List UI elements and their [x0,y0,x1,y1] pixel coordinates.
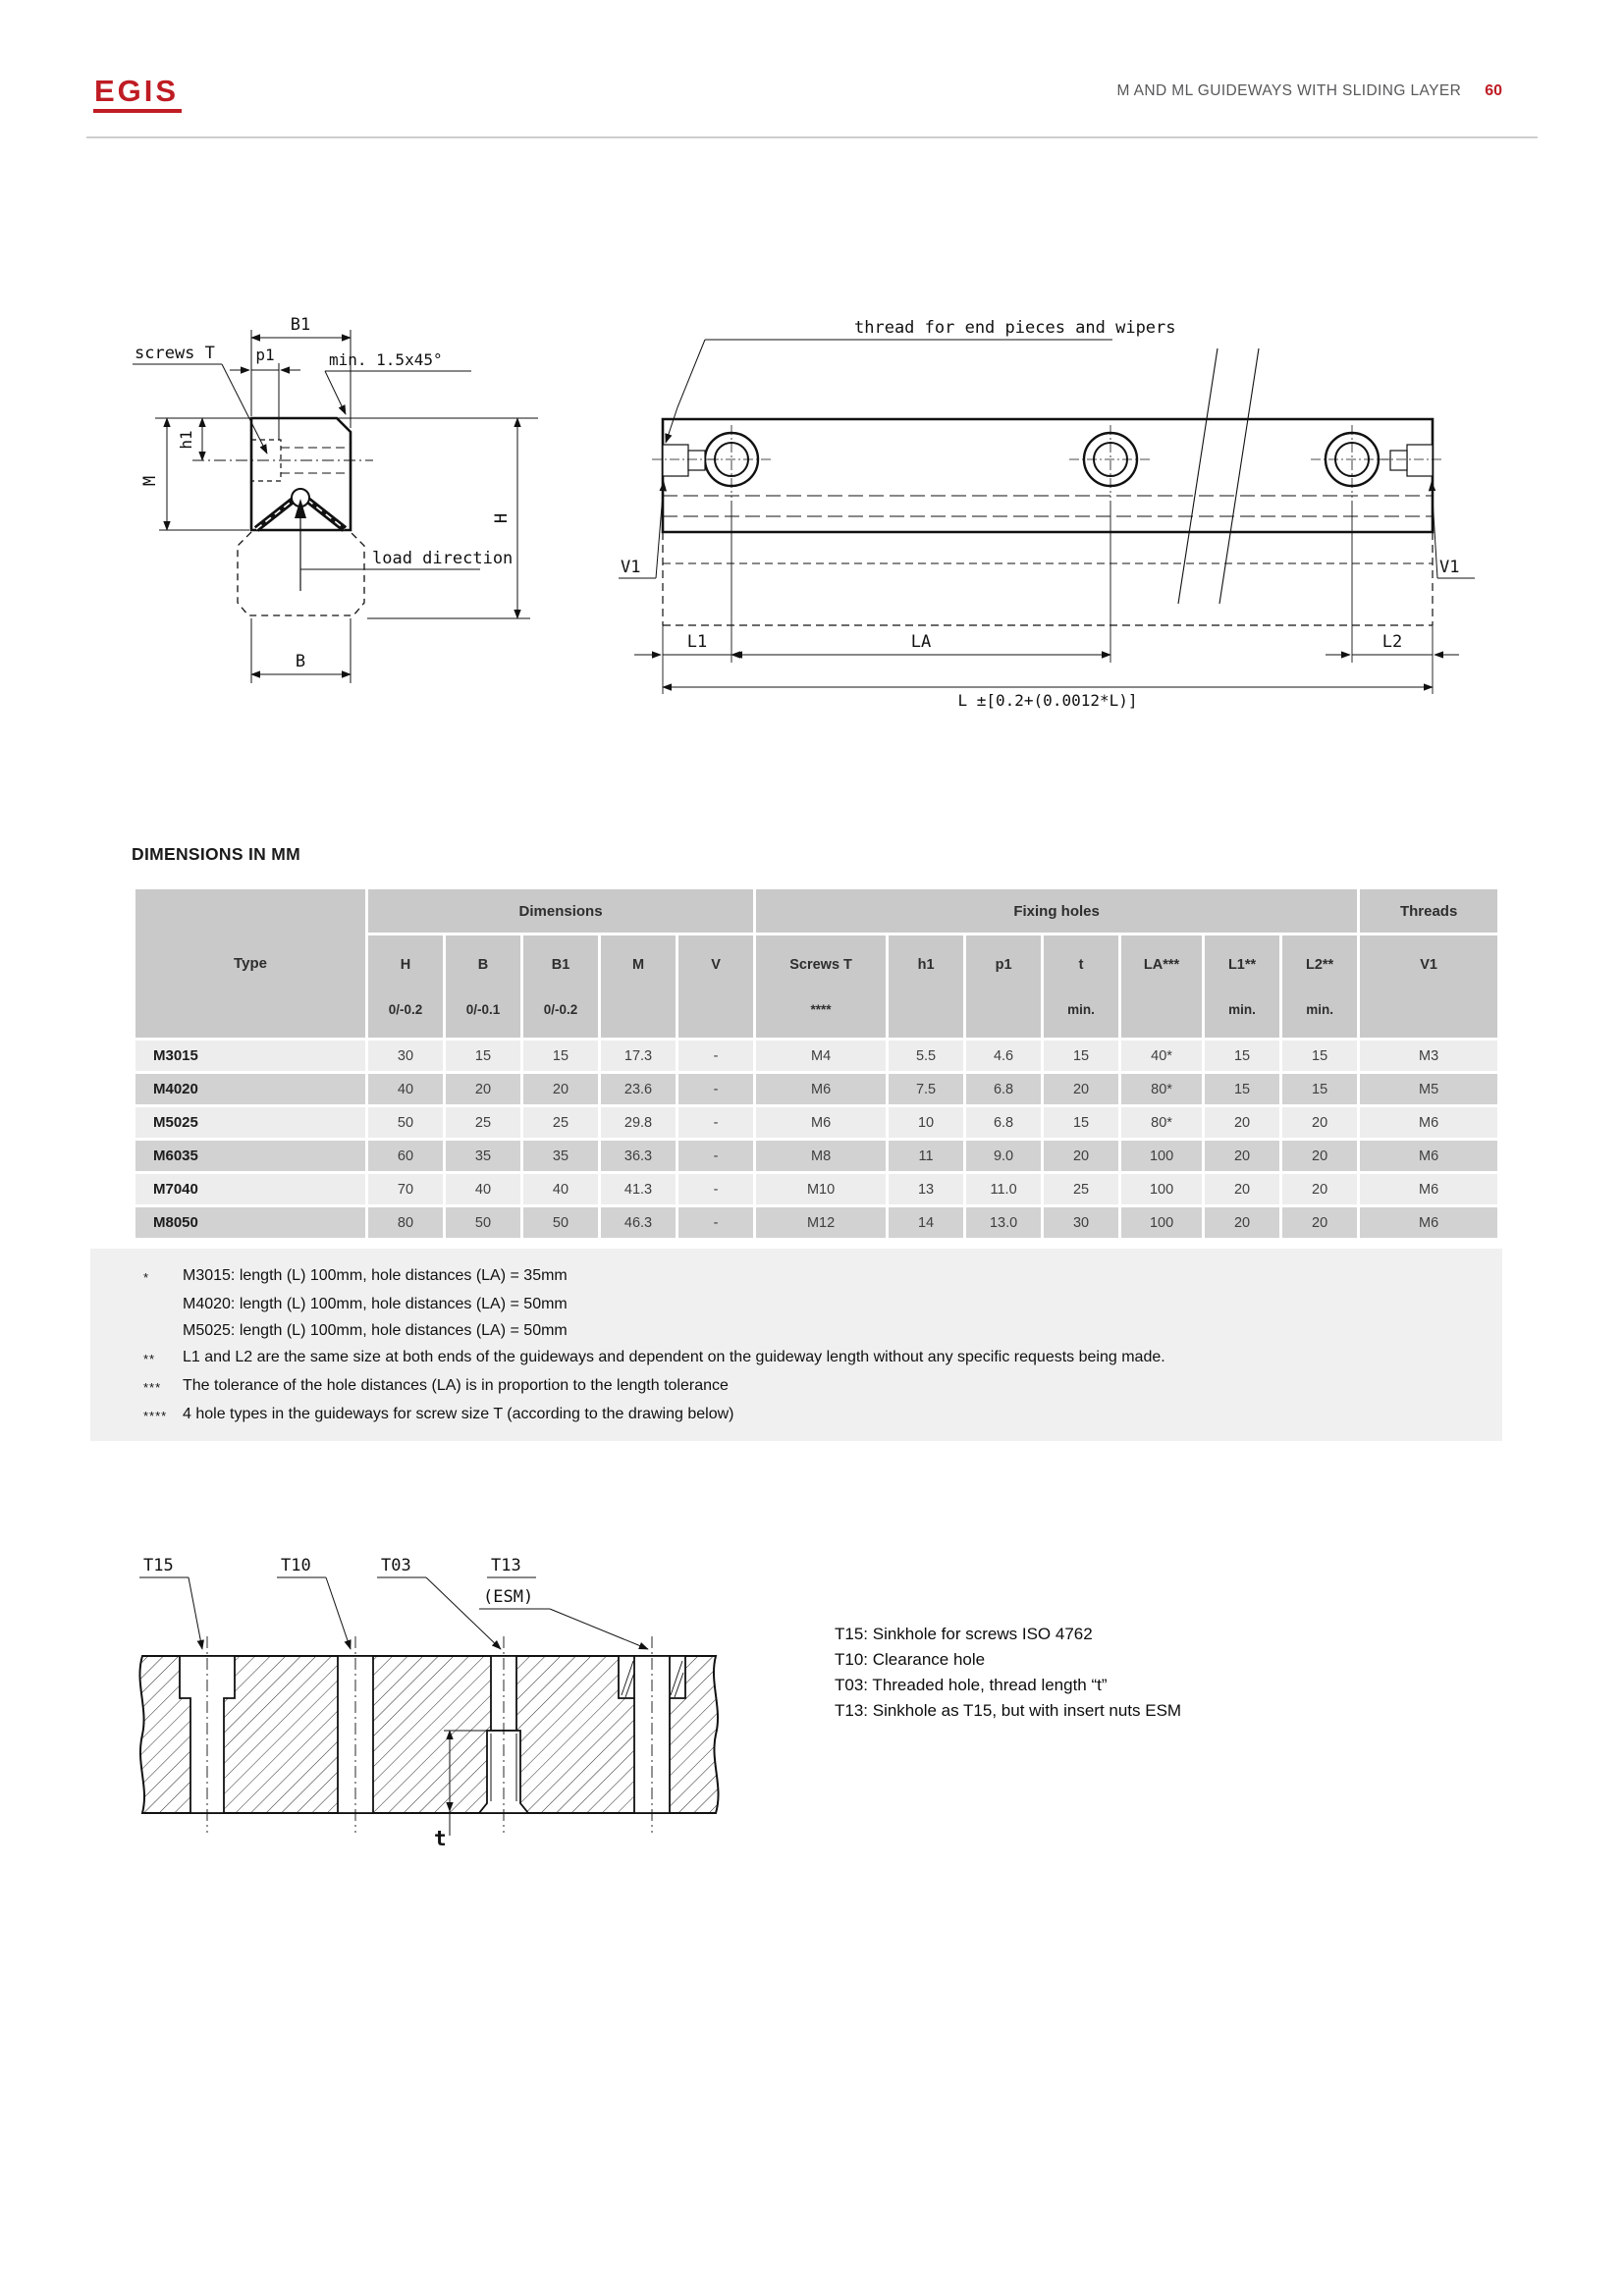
cell-v1: M6 [1360,1141,1497,1171]
dim-label-la: LA [910,632,932,652]
break-line [1178,348,1218,604]
row-type: M4020 [135,1074,365,1104]
cell-m: 17.3 [601,1041,676,1071]
cell-p1: 13.0 [966,1207,1041,1238]
cell-t: 20 [1044,1074,1118,1104]
col-type-header: Type [135,889,365,1038]
row-type: M7040 [135,1174,365,1204]
cell-m: 46.3 [601,1207,676,1238]
cell-t: 30 [1044,1207,1118,1238]
cell-la: 100 [1121,1141,1202,1171]
cell-la: 100 [1121,1174,1202,1204]
t13-label: T13 [491,1556,521,1575]
table-row [135,1141,1497,1171]
fixing-hole [1069,425,1152,498]
cell-la: 80* [1121,1074,1202,1104]
footnote-text: L1 and L2 are the same size at both ends of the guideways and dependent on the guideway length without any specific requests being made. [183,1349,1165,1365]
cell-b1: 25 [523,1107,598,1138]
col-header-p1: p1 [966,935,1041,1038]
footnote-marker [143,1317,183,1344]
cell-p1: 9.0 [966,1141,1041,1171]
footnote-text: M5025: length (L) 100mm, hole distances (LA) = 50mm [183,1322,568,1339]
col-header-h1: h1 [889,935,963,1038]
cell-t: 15 [1044,1107,1118,1138]
dim-label-p1: p1 [255,346,275,364]
cell-m: 36.3 [601,1141,676,1171]
col-header-m: M [601,935,676,1038]
cell-v: - [678,1107,753,1138]
cell-h1: 14 [889,1207,963,1238]
cell-b: 35 [446,1141,520,1171]
cell-v: - [678,1074,753,1104]
cell-l1: 15 [1205,1041,1279,1071]
footnote-marker: **** [143,1409,168,1423]
table-body [135,1041,1497,1238]
footnote-text: M3015: length (L) 100mm, hole distances (LA) = 35mm [183,1267,568,1284]
cell-b1: 40 [523,1174,598,1204]
dim-label-b1: B1 [290,315,311,335]
cell-v1: M6 [1360,1174,1497,1204]
footnote-marker: ** [143,1352,156,1366]
cell-t: 20 [1044,1141,1118,1171]
cell-h1: 7.5 [889,1074,963,1104]
cell-t: 25 [1044,1174,1118,1204]
cell-h1: 5.5 [889,1041,963,1071]
break-line [1219,348,1259,604]
page-number: 60 [1485,82,1502,99]
group-dimensions: Dimensions [368,889,753,933]
chamfer-label: min. 1.5x45° [329,350,443,369]
guideway-body [663,419,1433,532]
cell-screws-t: M12 [756,1207,886,1238]
dim-label-h: H [492,512,512,524]
cell-l2: 20 [1282,1141,1357,1171]
footnote-marker: *** [143,1380,162,1395]
col-header-la: LA*** [1121,935,1202,1038]
cell-b: 40 [446,1174,520,1204]
length-tolerance-label: L ±[0.2+(0.0012*L)] [957,691,1138,710]
footnote-row [90,1401,1483,1429]
cell-t: 15 [1044,1041,1118,1071]
legend-line: T13: Sinkhole as T15, but with insert nuts ESM [835,1701,1182,1720]
cell-b: 25 [446,1107,520,1138]
col-header-v1: V1 [1360,935,1497,1038]
cell-screws-t: M8 [756,1141,886,1171]
legend-line: T15: Sinkhole for screws ISO 4762 [835,1625,1093,1643]
dim-label-l1: L1 [686,632,708,652]
footnotes-block [90,1249,1502,1441]
cell-v: - [678,1174,753,1204]
dim-label-h1: h1 [177,430,195,450]
cell-v1: M6 [1360,1107,1497,1138]
cell-l2: 20 [1282,1107,1357,1138]
cell-h1: 10 [889,1107,963,1138]
table-row [135,1107,1497,1138]
col-header-t: t min. [1044,935,1118,1038]
side-view-drawing [617,309,1549,712]
cell-screws-t: M6 [756,1074,886,1104]
footnote-row [90,1262,1483,1291]
esm-label: (ESM) [483,1587,534,1607]
cell-l2: 15 [1282,1041,1357,1071]
t03-label: T03 [381,1556,411,1575]
group-fixing-holes: Fixing holes [756,889,1357,933]
dim-label-m: M [140,475,160,487]
cell-h: 80 [368,1207,443,1238]
table-row [135,1074,1497,1104]
col-header-v: V [678,935,753,1038]
col-header-l1: L1** min. [1205,935,1279,1038]
cell-v1: M5 [1360,1074,1497,1104]
t-dim-label: t [434,1827,447,1850]
cell-b: 50 [446,1207,520,1238]
col-header-l2: L2** min. [1282,935,1357,1038]
footnote-row [90,1317,1483,1344]
document-title: M AND ML GUIDEWAYS WITH SLIDING LAYER [1116,82,1462,99]
cell-l1: 20 [1205,1107,1279,1138]
cell-v: - [678,1041,753,1071]
table-row [135,1174,1497,1204]
cell-l2: 20 [1282,1174,1357,1204]
hole-type-legend [835,1622,1181,1724]
cell-h: 40 [368,1074,443,1104]
cell-m: 29.8 [601,1107,676,1138]
cell-l1: 15 [1205,1074,1279,1104]
cell-v1: M3 [1360,1041,1497,1071]
cell-la: 40* [1121,1041,1202,1071]
footnote-marker [143,1291,183,1317]
v1-left-label: V1 [621,558,641,577]
dim-label-b: B [295,652,306,671]
cell-b1: 35 [523,1141,598,1171]
cell-screws-t: M6 [756,1107,886,1138]
col-header-h: H 0/-0.2 [368,935,443,1038]
cell-h1: 13 [889,1174,963,1204]
cell-l2: 20 [1282,1207,1357,1238]
col-header-screws-t: Screws T **** [756,935,886,1038]
v1-right-label: V1 [1439,558,1460,577]
cell-b: 15 [446,1041,520,1071]
cell-p1: 4.6 [966,1041,1041,1071]
row-type: M5025 [135,1107,365,1138]
cell-v: - [678,1207,753,1238]
cell-screws-t: M10 [756,1174,886,1204]
cell-v: - [678,1141,753,1171]
cell-b1: 20 [523,1074,598,1104]
hole-types-drawing [128,1523,815,1857]
cell-screws-t: M4 [756,1041,886,1071]
table-header [135,889,1497,1038]
cell-h: 70 [368,1174,443,1204]
cell-p1: 6.8 [966,1107,1041,1138]
table-row [135,1041,1497,1071]
cell-v1: M6 [1360,1207,1497,1238]
footnote-marker: * [143,1270,150,1285]
dimensions-table [133,886,1500,1241]
col-header-b1: B1 0/-0.2 [523,935,598,1038]
footnote-text: M4020: length (L) 100mm, hole distances (LA) = 50mm [183,1296,568,1312]
footnote-row [90,1291,1483,1317]
cell-b1: 15 [523,1041,598,1071]
cell-la: 100 [1121,1207,1202,1238]
table-row [135,1207,1497,1238]
table-title: DIMENSIONS IN MM [132,844,301,864]
footnote-text: The tolerance of the hole distances (LA) is in proportion to the length tolerance [183,1377,729,1394]
footnote-row [90,1372,1483,1401]
cross-section-drawing [86,206,548,697]
cell-p1: 11.0 [966,1174,1041,1204]
load-direction-label: load direction [372,549,514,568]
row-type: M6035 [135,1141,365,1171]
legend-line: T03: Threaded hole, thread length “t” [835,1676,1108,1694]
thread-note-label: thread for end pieces and wipers [854,318,1176,338]
t15-label: T15 [143,1556,174,1575]
cell-h1: 11 [889,1141,963,1171]
header-right [1117,82,1502,100]
cell-l1: 20 [1205,1207,1279,1238]
header-divider [86,136,1538,138]
cell-l2: 15 [1282,1074,1357,1104]
egis-logo: EGIS [93,75,182,113]
cell-p1: 6.8 [966,1074,1041,1104]
cell-m: 23.6 [601,1074,676,1104]
row-type: M3015 [135,1041,365,1071]
screws-t-label: screws T [135,344,215,363]
fixing-hole [1311,425,1393,498]
cell-h: 50 [368,1107,443,1138]
cell-m: 41.3 [601,1174,676,1204]
group-threads: Threads [1360,889,1497,933]
cell-l1: 20 [1205,1174,1279,1204]
footnote-text: 4 hole types in the guideways for screw size T (according to the drawing below) [183,1406,734,1422]
t10-label: T10 [281,1556,311,1575]
cell-la: 80* [1121,1107,1202,1138]
col-header-b: B 0/-0.1 [446,935,520,1038]
legend-line: T10: Clearance hole [835,1650,986,1669]
cell-h: 60 [368,1141,443,1171]
cell-h: 30 [368,1041,443,1071]
row-type: M8050 [135,1207,365,1238]
cell-b: 20 [446,1074,520,1104]
dim-label-l2: L2 [1381,632,1403,652]
footnote-row [90,1344,1483,1372]
cell-b1: 50 [523,1207,598,1238]
cell-l1: 20 [1205,1141,1279,1171]
